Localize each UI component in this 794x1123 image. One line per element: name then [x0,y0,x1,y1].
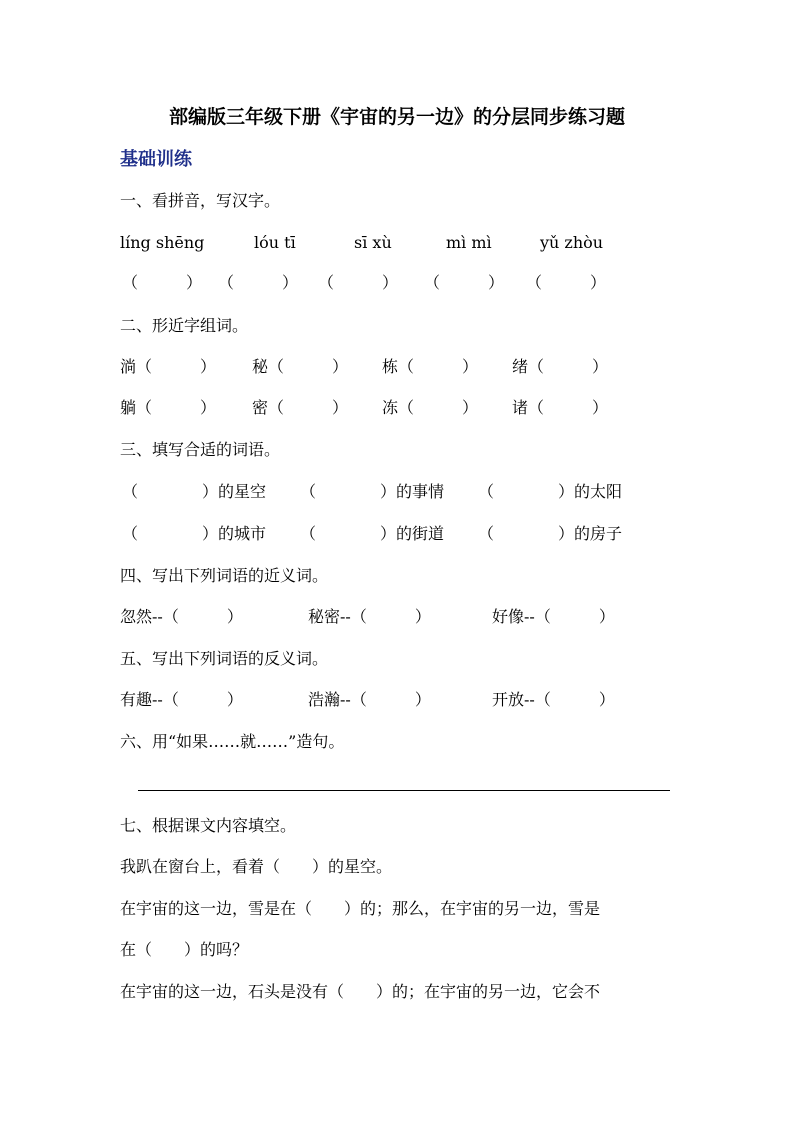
q1-heading: 一、看拼音，写汉字。 [120,191,281,210]
q4-heading: 四、写出下列词语的近义词。 [120,566,329,585]
phrase-blank[interactable]: （ ）的街道 [300,524,445,543]
q2-heading: 二、形近字组词。 [120,316,249,335]
q7-heading: 七、根据课文内容填空。 [120,816,297,835]
synonym-blank[interactable]: 忽然--（ ） [120,607,243,626]
antonym-blank[interactable]: 开放--（ ） [492,690,615,709]
phrase-blank[interactable]: （ ）的房子 [478,524,623,543]
answer-blank[interactable]: （ ） [526,273,607,292]
q7-line: 我趴在窗台上，看着（ ）的星空。 [120,857,393,876]
page-title: 部编版三年级下册《宇宙的另一边》的分层同步练习题 [168,106,625,128]
pinyin-item: lóu tī [254,233,296,252]
synonym-blank[interactable]: 秘密--（ ） [308,607,431,626]
pinyin-item: líng shēng [120,233,205,252]
answer-blank[interactable]: （ ） [318,273,399,292]
synonym-blank[interactable]: 好像--（ ） [492,607,615,626]
pinyin-item: yǔ zhòu [540,233,604,252]
answer-blank[interactable]: （ ） [424,273,505,292]
antonym-blank[interactable]: 浩瀚--（ ） [308,690,431,709]
q7-line: 在宇宙的这一边，雪是在（ ）的；那么，在宇宙的另一边，雪是 [120,899,601,918]
answer-blank[interactable]: （ ） [218,273,299,292]
section-heading: 基础训练 [120,149,192,170]
phrase-blank[interactable]: （ ）的事情 [300,482,445,501]
phrase-blank[interactable]: （ ）的城市 [122,524,267,543]
q7-line: 在宇宙的这一边，石头是没有（ ）的；在宇宙的另一边，它会不 [120,982,601,1001]
word-blank[interactable]: 栋（ ） [382,357,479,376]
word-blank[interactable]: 秘（ ） [252,357,349,376]
phrase-blank[interactable]: （ ）的太阳 [478,482,623,501]
q6-heading: 六、用“如果……就……”造句。 [120,732,345,751]
word-blank[interactable]: 淌（ ） [120,357,217,376]
antonym-blank[interactable]: 有趣--（ ） [120,690,243,709]
word-blank[interactable]: 冻（ ） [382,398,479,417]
sentence-answer-line[interactable] [138,790,670,791]
word-blank[interactable]: 躺（ ） [120,398,217,417]
word-blank[interactable]: 诸（ ） [512,398,609,417]
pinyin-item: sī xù [354,233,392,252]
q7-line: 在（ ）的吗？ [120,940,249,959]
phrase-blank[interactable]: （ ）的星空 [122,482,267,501]
answer-blank[interactable]: （ ） [122,273,203,292]
pinyin-item: mì mì [446,233,492,252]
q3-heading: 三、填写合适的词语。 [120,440,281,459]
q5-heading: 五、写出下列词语的反义词。 [120,649,329,668]
word-blank[interactable]: 绪（ ） [512,357,609,376]
word-blank[interactable]: 密（ ） [252,398,349,417]
